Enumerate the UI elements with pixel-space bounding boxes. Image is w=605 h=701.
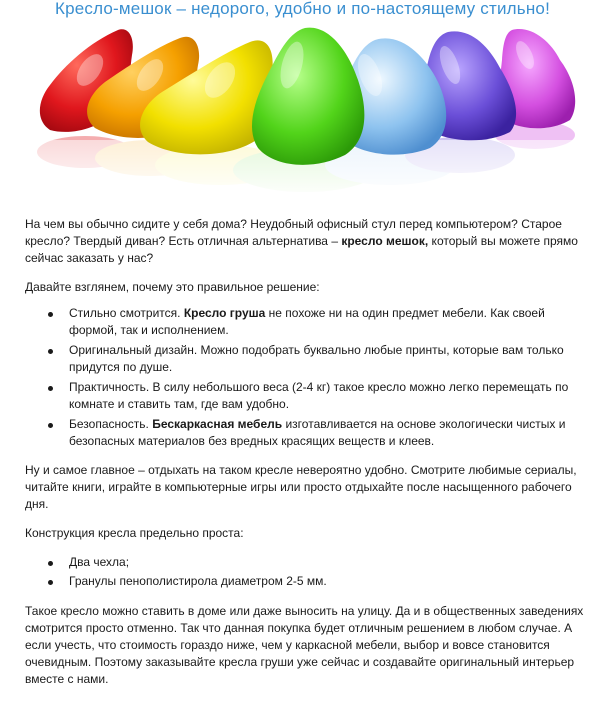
intro-paragraph [25,216,590,267]
benefit-text: Стильно смотрится. [69,306,184,320]
benefit-text: Оригинальный дизайн. Можно подобрать буквально любые принты, которые вам только придутся по душе. [69,343,564,374]
page-title: Кресло-мешок – недорого, удобно и по-настоящему стильно! [54,0,551,18]
closing-paragraph: Такое кресло можно ставить в доме или даже выносить на улицу. Да и в общественных заведениях смотрится просто отменно. Так что данная покупка будет отличным решением в любом случае. А если учесть, что стоимость гораздо ниже, чем у каркасной мебели, выбор и вовсе становится очевидным. Поэтому заказывайте кресла груши уже сейчас и создавайте оригинальный интерьер вместе с нами. [25,604,584,686]
construction-text: Гранулы пенополистирола диаметром 2-5 мм. [69,574,327,588]
benefit-text-end: не похоже ни на один предмет мебели. Как своей формой, так и исполнением. [69,306,545,337]
lead-paragraph: Давайте взглянем, почему это правильное решение: [25,280,320,294]
list-item [25,379,590,413]
list-item [25,342,590,376]
bullet-icon [48,386,53,391]
bullet-icon [48,349,53,354]
comfort-paragraph: Ну и самое главное – отдыхать на таком кресле невероятно удобно. Смотрите любимые сериалы, читайте книги, играйте в компьютерные игры или просто отдыхайте после насыщенного рабочего дня. [25,463,577,511]
list-item [25,573,590,590]
benefits-list [25,305,590,450]
list-item [25,554,590,571]
list-item [25,305,590,339]
benefit-text-end: изготавливается на основе экологически чистых и безопасных материалов без вредных красящих веществ и клеев. [69,417,566,448]
construction-lead: Конструкция кресла предельно проста: [25,526,244,540]
list-item [25,416,590,450]
construction-list [25,554,590,590]
benefit-text: Практичность. В силу небольшого веса (2-4 кг) такое кресло можно легко перемещать по комнате и ставить там, где вам удобно. [69,380,569,411]
bullet-icon [48,561,53,566]
bullet-icon [48,423,53,428]
benefit-bold: Кресло груша [183,306,266,320]
bullet-icon [48,312,53,317]
article-body [25,216,590,701]
bean-bag-chairs-image [30,20,580,200]
bullet-icon [48,580,53,585]
intro-text-end: который вы можете прямо сейчас заказать у нас? [25,234,578,265]
construction-text: Два чехла; [69,555,130,569]
intro-bold: кресло мешок, [341,234,429,248]
intro-text: На чем вы обычно сидите у себя дома? Неудобный офисный стул перед компьютером? Старое кресло? Твердый диван? Есть отличная альтернатива – [25,217,562,248]
benefit-text: Безопасность. [69,417,153,431]
benefit-bold: Бескаркасная мебель [152,417,283,431]
